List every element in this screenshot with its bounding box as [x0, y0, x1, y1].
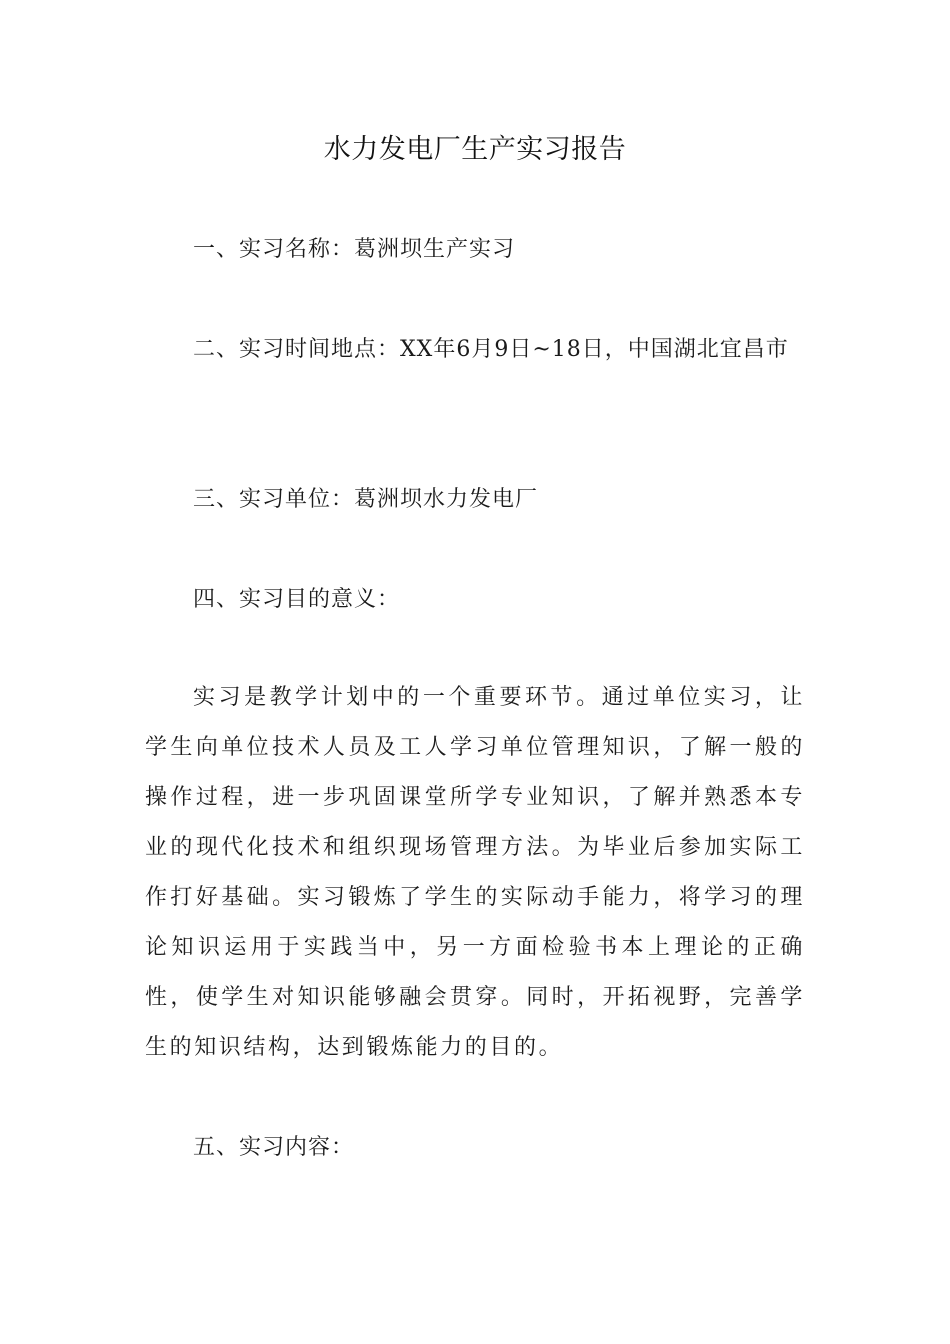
- document-title: 水力发电厂生产实习报告: [323, 134, 627, 165]
- section-purpose-body: 实习是教学计划中的一个重要环节。通过单位实习，让学生向单位技术人员及工人学习单位管理知识，了解一般的操作过程，进一步巩固课堂所学专业知识，了解并熟悉本专业的现代化技术和组织现场管理方法。为毕业后参加实际工作打好基础。实习锻炼了学生的实际动手能力，将学习的理论知识运用于实践当中，另一方面检验书本上理论的正确性，使学生对知识能够融会贯穿。同时，开拓视野，完善学生的知识结构，达到锻炼能力的目的。: [145, 685, 805, 1060]
- section-purpose-heading: 四、实习目的意义：: [193, 587, 401, 612]
- section-content-heading: 五、实习内容：: [193, 1135, 355, 1160]
- section-time-location: 二、实习时间地点：XX年6月9日~18日，中国湖北宜昌市: [193, 337, 789, 362]
- section-internship-unit: 三、实习单位：葛洲坝水力发电厂: [193, 487, 539, 512]
- section-internship-name: 一、实习名称：葛洲坝生产实习: [193, 237, 516, 262]
